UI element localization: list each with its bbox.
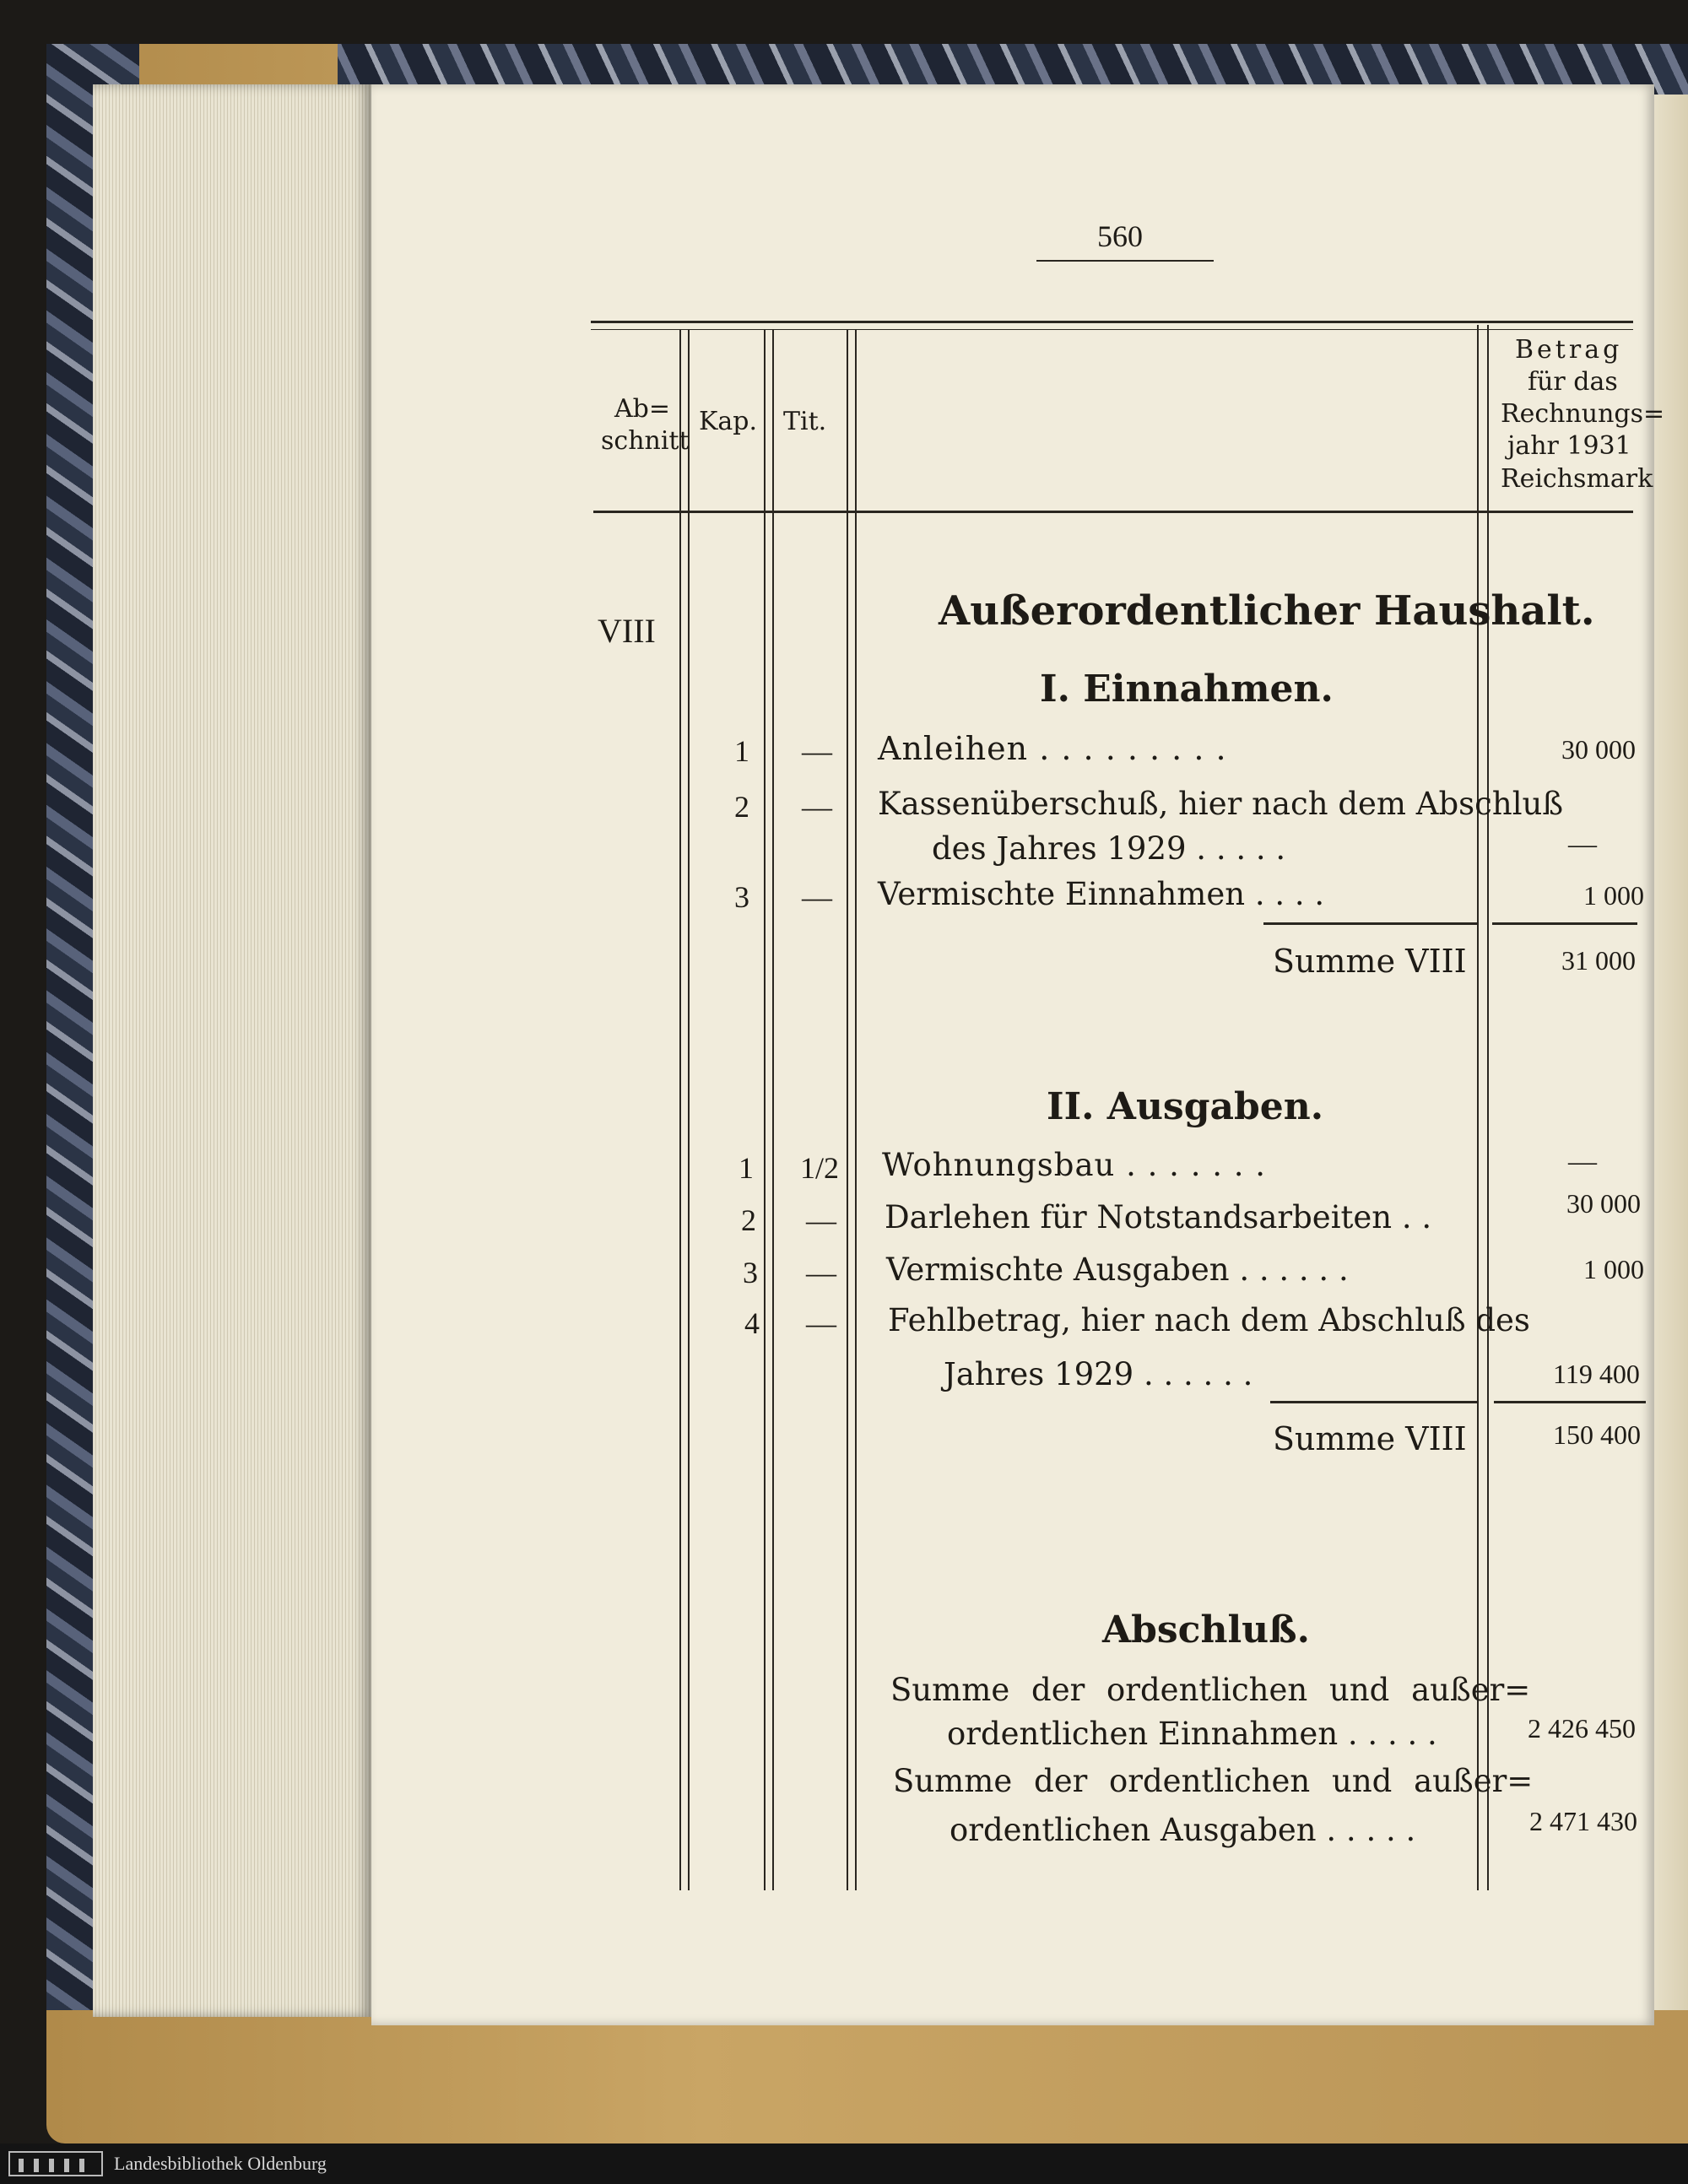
page-edges [93,84,371,2017]
ausgaben-row-4-tit: — [806,1306,836,1340]
header-kap: Kap. [699,407,758,436]
einnahmen-row-1-amount: 30 000 [1561,734,1636,765]
section-title: Außerordentlicher Haushalt. [939,587,1595,635]
page-number-rule [1036,260,1214,262]
ausgaben-sum-rule-left [1270,1401,1477,1403]
einnahmen-row-2-amount: — [1568,829,1597,860]
header-betrag-line3: Rechnungs= [1501,399,1665,429]
col-divider-2b [772,329,774,1890]
ausgaben-row-2-tit: — [806,1203,836,1237]
einnahmen-sum-rule-left [1263,922,1477,925]
einnahmen-row-3-tit: — [802,880,832,914]
page-number: 560 [1097,219,1143,253]
col-divider-1 [679,329,681,1890]
ausgaben-row-4-text: Fehlbetrag, hier nach dem Abschluß des [888,1302,1530,1338]
table-top-rule [591,321,1633,323]
header-betrag-line5: Reichsmark [1501,464,1653,494]
einnahmen-row-3-kap: 3 [734,880,749,914]
col-divider-4b [1487,325,1489,1890]
ausgaben-row-3-amount: 1 000 [1583,1254,1644,1284]
col-divider-4 [1477,325,1479,1890]
col-divider-3b [855,329,857,1890]
ausgaben-row-2-text: Darlehen für Notstandsarbeiten . . [885,1199,1432,1235]
einnahmen-row-2-text: Kassenüberschuß, hier nach dem Abschluß [878,786,1564,822]
ausgaben-row-1-text: Wohnungsbau . . . . . . . [882,1147,1267,1183]
ausgaben-row-4-text-cont: Jahres 1929 . . . . . . [944,1356,1253,1392]
footer-library-name: Landesbibliothek Oldenburg [114,2153,327,2174]
header-betrag-line1: Betrag [1515,335,1623,365]
header-betrag-line2: für das [1528,367,1618,397]
abschnitt-number: VIII [598,612,656,650]
einnahmen-row-1-kap: 1 [734,734,749,768]
einnahmen-row-2-kap: 2 [734,790,749,824]
col-divider-2 [764,329,766,1890]
page-edge-right [1650,95,1688,2010]
library-logo-icon [8,2151,103,2176]
einnahmen-row-3-text: Vermischte Einnahmen . . . . [878,876,1325,912]
ausgaben-sum-label: Summe VIII [1273,1420,1467,1457]
col-divider-3 [847,329,848,1890]
abschluss-line-2a: Summe der ordentlichen und außer= [893,1763,1534,1799]
abschluss-line-1b: ordentlichen Einnahmen . . . . . [947,1716,1437,1752]
ausgaben-heading: II. Ausgaben. [1047,1085,1324,1128]
abschluss-amount-2: 2 471 430 [1529,1806,1637,1836]
einnahmen-row-3-amount: 1 000 [1583,880,1644,911]
ausgaben-row-3-kap: 3 [743,1256,758,1289]
einnahmen-row-1-tit: — [802,734,832,768]
ausgaben-row-2-kap: 2 [741,1203,756,1237]
ausgaben-sum-rule-right [1494,1401,1646,1403]
ausgaben-row-2-amount: 30 000 [1566,1188,1641,1219]
einnahmen-sum-label: Summe VIII [1273,943,1467,980]
ausgaben-sum: 150 400 [1553,1419,1641,1450]
ausgaben-row-3-tit: — [806,1256,836,1289]
abschluss-amount-1: 2 426 450 [1528,1713,1636,1743]
einnahmen-heading: I. Einnahmen. [1040,668,1334,711]
einnahmen-sum: 31 000 [1561,945,1636,976]
col-divider-1b [688,329,690,1890]
einnahmen-sum-rule-right [1492,922,1637,925]
header-abschnitt-line1: Ab= [614,394,671,424]
header-tit: Tit. [783,407,827,436]
header-betrag-line4: jahr 1931 [1507,431,1631,461]
abschluss-line-1a: Summe der ordentlichen und außer= [890,1672,1531,1708]
ausgaben-row-4-kap: 4 [744,1306,760,1340]
ausgaben-row-3-text: Vermischte Ausgaben . . . . . . [886,1251,1349,1288]
ausgaben-row-1-kap: 1 [738,1151,754,1185]
ausgaben-row-4-amount: 119 400 [1553,1359,1640,1389]
ausgaben-row-1-tit: 1/2 [800,1151,840,1185]
header-abschnitt-line2: schnitt [601,426,690,456]
einnahmen-row-2-text-cont: des Jahres 1929 . . . . . [932,830,1286,867]
abschluss-heading: Abschluß. [1102,1608,1310,1652]
abschluss-line-2b: ordentlichen Ausgaben . . . . . [950,1812,1416,1848]
einnahmen-row-2-tit: — [802,790,832,824]
einnahmen-row-1-text: Anleihen . . . . . . . . . [878,730,1227,767]
ausgaben-row-1-amount: — [1568,1146,1597,1177]
